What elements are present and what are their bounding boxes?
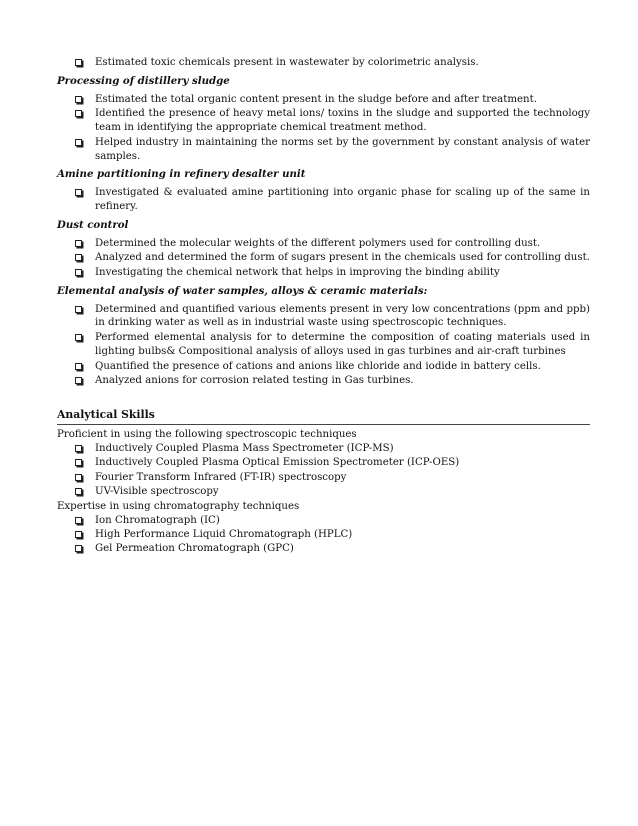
bullet-item: Estimated the total organic content present in the sludge before and after treatment.	[57, 93, 590, 107]
checkbox-icon	[75, 334, 82, 341]
bullet-item: Identified the presence of heavy metal ions/ toxins in the sludge and supported the technology team in identifying the appropriate chemical treatment method.	[57, 107, 590, 134]
section-heading: Amine partitioning in refinery desalter unit	[57, 168, 306, 181]
section-elemental-analysis	[57, 284, 590, 388]
skill-item: UV-Visible spectroscopy	[57, 485, 590, 499]
section-heading: Dust control	[57, 218, 129, 231]
skill-item: Fourier Transform Infrared (FT-IR) spectroscopy	[57, 471, 590, 485]
bullet-list	[57, 186, 590, 213]
checkbox-icon	[75, 59, 82, 66]
bullet-item: Analyzed and determined the form of sugars present in the chemicals used for controlling dust.	[57, 251, 590, 265]
checkbox-icon	[75, 459, 82, 466]
bullet-item: Determined and quantified various elements present in very low concentrations (ppm and ppb) in drinking water as well as in industrial waste using spectroscopic techniques.	[57, 303, 590, 330]
bullet-item: Performed elemental analysis for to determine the composition of coating materials used in lighting bulbs& Compositional analysis of alloys used in gas turbines and air-craft turbines	[57, 331, 590, 358]
bullet-list	[57, 303, 590, 388]
skill-item: Inductively Coupled Plasma Optical Emission Spectrometer (ICP-OES)	[57, 456, 590, 470]
checkbox-icon	[75, 269, 82, 276]
bullet-list	[57, 237, 590, 280]
chroma-intro: Expertise in using chromatography techniques	[57, 500, 300, 512]
skill-item: High Performance Liquid Chromatograph (HPLC)	[57, 528, 590, 542]
section-dust-control	[57, 218, 590, 280]
section-heading: Elemental analysis of water samples, alloys & ceramic materials:	[57, 284, 428, 297]
checkbox-icon	[75, 488, 82, 495]
section-heading: Processing of distillery sludge	[57, 74, 230, 87]
spectro-intro: Proficient in using the following spectroscopic techniques	[57, 428, 357, 440]
checkbox-icon	[75, 189, 82, 196]
bullet-item: Analyzed anions for corrosion related testing in Gas turbines.	[57, 374, 590, 388]
checkbox-icon	[75, 531, 82, 538]
section-distillery	[57, 74, 590, 164]
checkbox-icon	[75, 474, 82, 481]
checkbox-icon	[75, 377, 82, 384]
checkbox-icon	[75, 240, 82, 247]
skills-title: Analytical Skills	[57, 408, 590, 425]
bullet-list	[57, 93, 590, 164]
checkbox-icon	[75, 517, 82, 524]
bullet-item: Investigated & evaluated amine partitioning into organic phase for scaling up of the same in refinery.	[57, 186, 590, 213]
checkbox-icon	[75, 545, 82, 552]
analytical-skills-section	[57, 408, 590, 557]
checkbox-icon	[75, 139, 82, 146]
skill-item: Inductively Coupled Plasma Mass Spectrometer (ICP-MS)	[57, 442, 590, 456]
checkbox-icon	[75, 96, 82, 103]
bullet-item: Helped industry in maintaining the norms set by the government by constant analysis of water samples.	[57, 136, 590, 163]
checkbox-icon	[75, 363, 82, 370]
bullet-item: Determined the molecular weights of the different polymers used for controlling dust.	[57, 237, 590, 251]
checkbox-icon	[75, 110, 82, 117]
chroma-list	[57, 514, 590, 557]
skill-item: Ion Chromatograph (IC)	[57, 514, 590, 528]
content-area	[57, 56, 590, 557]
section-amine	[57, 167, 590, 213]
checkbox-icon	[75, 445, 82, 452]
spectro-list	[57, 442, 590, 500]
bullet-item: Estimated toxic chemicals present in wastewater by colorimetric analysis.	[57, 56, 590, 70]
checkbox-icon	[75, 254, 82, 261]
top-bullet-list	[57, 56, 590, 70]
bullet-item: Quantified the presence of cations and anions like chloride and iodide in battery cells.	[57, 360, 590, 374]
skill-item: Gel Permeation Chromatograph (GPC)	[57, 542, 590, 556]
bullet-item: Investigating the chemical network that helps in improving the binding ability	[57, 266, 590, 280]
checkbox-icon	[75, 306, 82, 313]
